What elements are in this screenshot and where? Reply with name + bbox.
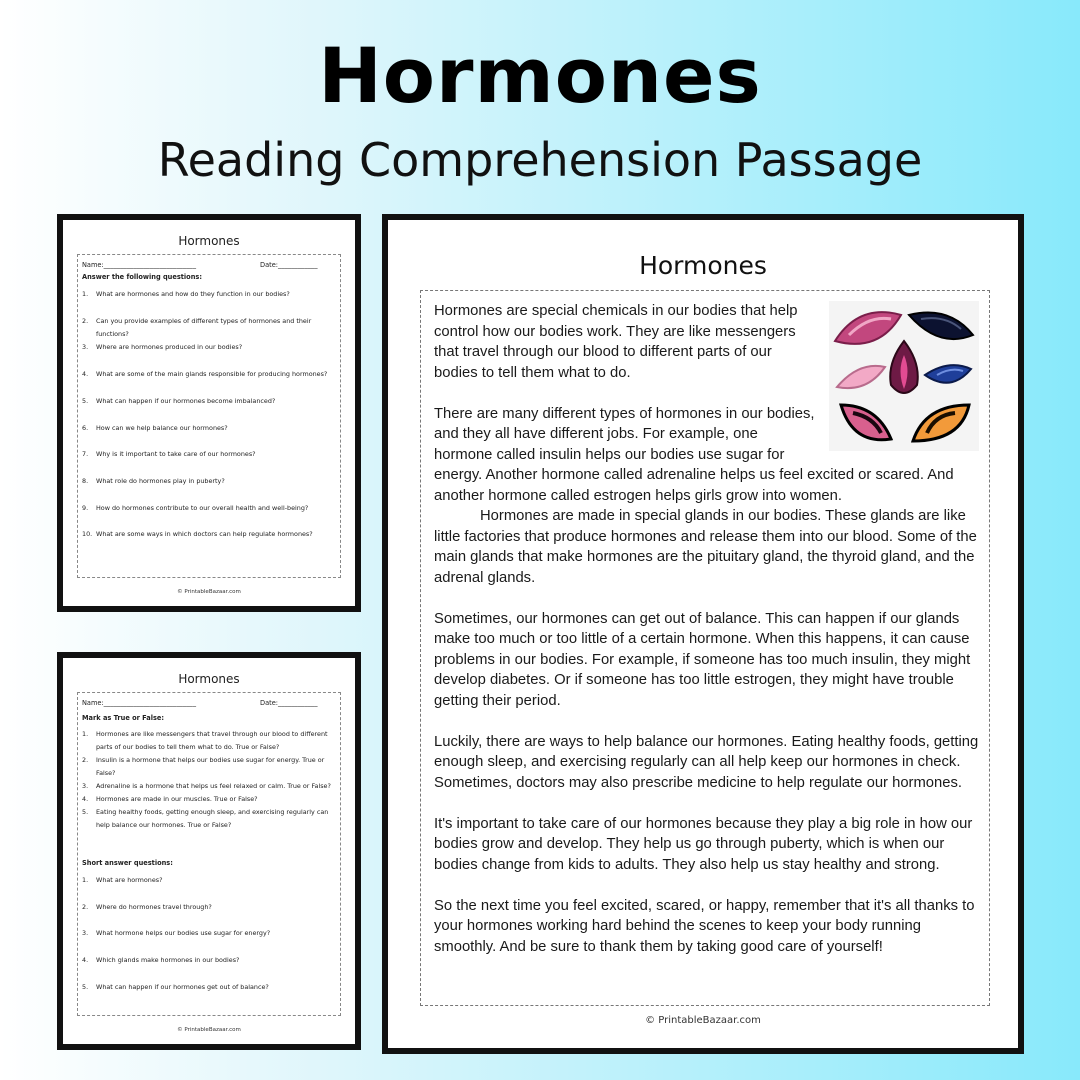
item-number: 7. (82, 450, 89, 459)
item-number: 4. (82, 956, 89, 965)
list-item (82, 981, 332, 994)
list-item (82, 954, 332, 967)
item-text: Which glands make hormones in our bodies? (96, 956, 240, 965)
item-number: 9. (82, 503, 89, 512)
list-item (82, 475, 332, 488)
item-text: Adrenaline is a hormone that helps us feel relaxed or calm. True or False? (96, 782, 331, 790)
list-item (82, 806, 332, 832)
copyright-text: © PrintableBazaar.com (177, 589, 241, 595)
item-number: 10. (82, 530, 93, 539)
item-number: 6. (82, 423, 89, 432)
list-item (82, 793, 332, 806)
item-text: What can happen if our hormones get out of balance? (96, 982, 269, 991)
item-text: Hormones are like messengers that travel through our blood to different parts of our bodies to tell them what to do. True or False? (96, 730, 328, 751)
list-item (82, 448, 332, 461)
list-item (82, 502, 332, 515)
item-number: 3. (82, 782, 89, 790)
item-text: Where are hormones produced in our bodies? (96, 343, 243, 352)
list-item (82, 780, 332, 793)
item-text: How do hormones contribute to our overall health and well-being? (96, 503, 309, 512)
item-number: 8. (82, 476, 89, 485)
list-item (82, 315, 332, 341)
worksheet-content-box (77, 692, 341, 1016)
item-text: Can you provide examples of different types of hormones and their functions? (96, 316, 312, 338)
section-heading: Answer the following questions: (82, 273, 202, 281)
item-text: Insulin is a hormone that helps our bodies use sugar for energy. True or False? (96, 756, 325, 777)
date-field-label: Date:____________ (260, 699, 318, 707)
item-number: 1. (82, 876, 89, 884)
list-item (82, 422, 332, 435)
item-number: 2. (82, 316, 89, 325)
item-number: 4. (82, 370, 89, 379)
short-answer-heading: Short answer questions: (82, 859, 173, 867)
item-number: 3. (82, 929, 89, 938)
item-text: How can we help balance our hormones? (96, 423, 228, 432)
item-text: What hormone helps our bodies use sugar for energy? (96, 929, 271, 938)
passage-paragraph-7: So the next time you feel excited, scared, or happy, remember that it's all thanks to your hormones working hard behind the scenes to keep your body running smoothly. And be sure to thank them by taking good care of yourself! (434, 897, 975, 955)
item-text: What role do hormones play in puberty? (96, 476, 225, 485)
name-field-label: Name:____________________________ (82, 261, 196, 269)
item-text: What are some of the main glands responsible for producing hormones? (96, 370, 328, 379)
list-item (82, 395, 332, 408)
item-text: What are hormones and how do they function in our bodies? (96, 290, 290, 298)
list-item (82, 874, 332, 887)
list-item (82, 901, 332, 914)
item-number: 2. (82, 902, 89, 911)
questions-worksheet-preview (57, 214, 361, 612)
passage-content-box (420, 290, 990, 1006)
item-number: 3. (82, 343, 89, 352)
passage-paragraph-2: There are many different types of hormones in our bodies, and they all have different jobs. For example, one hormone called insulin helps our bodies use sugar for energy. Another hormone called adrenaline helps us feel excited or scared. And another hormone called estrogen helps girls grow into women. (434, 405, 954, 504)
list-item (82, 528, 332, 541)
worksheet-content-box (77, 254, 341, 578)
page-title: Hormones (318, 31, 762, 120)
item-number: 1. (82, 290, 89, 298)
item-text: What are some ways in which doctors can help regulate hormones? (96, 530, 313, 539)
item-text: Where do hormones travel through? (96, 902, 212, 911)
page-subtitle: Reading Comprehension Passage (157, 133, 923, 187)
copyright-text: © PrintableBazaar.com (645, 1015, 761, 1026)
worksheet-title: Hormones (178, 672, 240, 686)
item-number: 5. (82, 396, 89, 405)
item-number: 4. (82, 795, 89, 803)
passage-paragraph-6: It's important to take care of our hormones because they play a big role in how our bodies grow and develop. They help us go through puberty, which is when our bodies change from kids to adults. They also help us stay healthy and strong. (434, 815, 973, 873)
passage-paragraph-4: Sometimes, our hormones can get out of balance. This can happen if our glands make too much or too little of a certain hormone. When this happens, it can cause problems in our bodies. For example, if someone has too much insulin, they might develop diabetes. Or if someone has too little estrogen, they might have trouble getting their period. (434, 610, 971, 709)
date-field-label: Date:____________ (260, 261, 318, 269)
worksheet-title: Hormones (178, 234, 240, 248)
item-text: Hormones are made in our muscles. True or False? (96, 795, 258, 803)
truefalse-heading: Mark as True or False: (82, 714, 165, 722)
item-text: What are hormones? (96, 876, 163, 884)
list-item (82, 368, 332, 381)
list-item (82, 927, 332, 940)
passage-title: Hormones (639, 251, 767, 280)
passage-paragraph-5: Luckily, there are ways to help balance our hormones. Eating healthy foods, getting enough sleep, and exercising regularly can all help keep our hormones in check. Sometimes, doctors may also prescribe medicine to help regulate our hormones. (434, 733, 979, 791)
item-text: What can happen if our hormones become imbalanced? (96, 396, 276, 405)
item-number: 2. (82, 756, 89, 764)
passage-paragraph-3: Hormones are made in special glands in our bodies. These glands are like little factories that produce hormones and release them into our blood. Some of the main glands that make hormones are the pituitary gland, the thyroid gland, and the adrenal glands. (434, 508, 977, 586)
item-text: Why is it important to take care of our hormones? (96, 450, 256, 459)
item-number: 1. (82, 730, 89, 738)
list-item (82, 728, 332, 754)
hormone-cells-illustration (829, 301, 979, 451)
item-text: Eating healthy foods, getting enough sleep, and exercising regularly can help balance our hormones. True or False? (96, 808, 329, 829)
item-number: 5. (82, 982, 89, 991)
item-number: 5. (82, 808, 89, 816)
list-item (82, 288, 332, 301)
passage-text (434, 301, 979, 978)
truefalse-worksheet-preview (57, 652, 361, 1050)
copyright-text: © PrintableBazaar.com (177, 1027, 241, 1033)
passage-paragraph-1: Hormones are special chemicals in our bodies that help control how our bodies work. They are like messengers that travel through our blood to different parts of our bodies to tell them what to do. (434, 303, 798, 381)
name-field-label: Name:____________________________ (82, 699, 196, 707)
passage-worksheet-preview (382, 214, 1024, 1054)
list-item (82, 341, 332, 354)
list-item (82, 754, 332, 780)
